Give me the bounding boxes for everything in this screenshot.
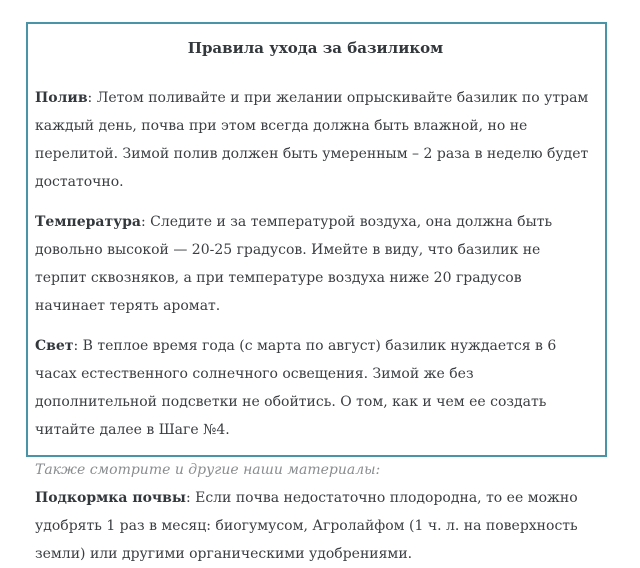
paragraph-fertilizing-lead: Подкормка почвы — [35, 490, 186, 506]
paragraph-watering-lead: Полив — [35, 90, 88, 106]
paragraph-light — [35, 332, 596, 444]
see-also-note: Также смотрите и другие наши материалы: — [35, 462, 381, 478]
paragraph-watering — [35, 84, 596, 196]
paragraph-light-text: : В теплое время года (с марта по август) базилик нуждается в 6 часах естественного солнечного освещения. Зимой же без дополнительной подсветки не обойтись. О том, как и чем ее создать читайте далее в Шаге №4. — [35, 338, 557, 438]
see-also-block — [35, 456, 596, 568]
paragraph-temperature — [35, 208, 596, 320]
paragraph-temperature-lead: Температура — [35, 214, 141, 230]
care-guide-panel — [26, 22, 607, 562]
paragraph-light-lead: Свет — [35, 338, 74, 354]
guide-title: Правила ухода за базиликом — [187, 39, 444, 57]
paragraph-fertilizing — [35, 484, 596, 568]
paragraph-fertilizing-text: : Если почва недостаточно плодородна, то ее можно удобрять 1 раз в месяц: биогумусом, Агролайфом (1 ч. л. на поверхность земли) или другими органическими удобрениями. — [35, 490, 578, 562]
paragraph-watering-text: : Летом поливайте и при желании опрыскивайте базилик по утрам каждый день, почва при этом всегда должна быть влажной, но не перелитой. Зимой полив должен быть умеренным – 2 раза в неделю будет достаточно. — [35, 90, 589, 190]
paragraph-temperature-text: : Следите и за температурой воздуха, она должна быть довольно высокой — 20-25 градусов. Имейте в виду, что базилик не терпит сквозняков, а при температуре воздуха ниже 20 градусов начинает терять аромат. — [35, 214, 553, 314]
